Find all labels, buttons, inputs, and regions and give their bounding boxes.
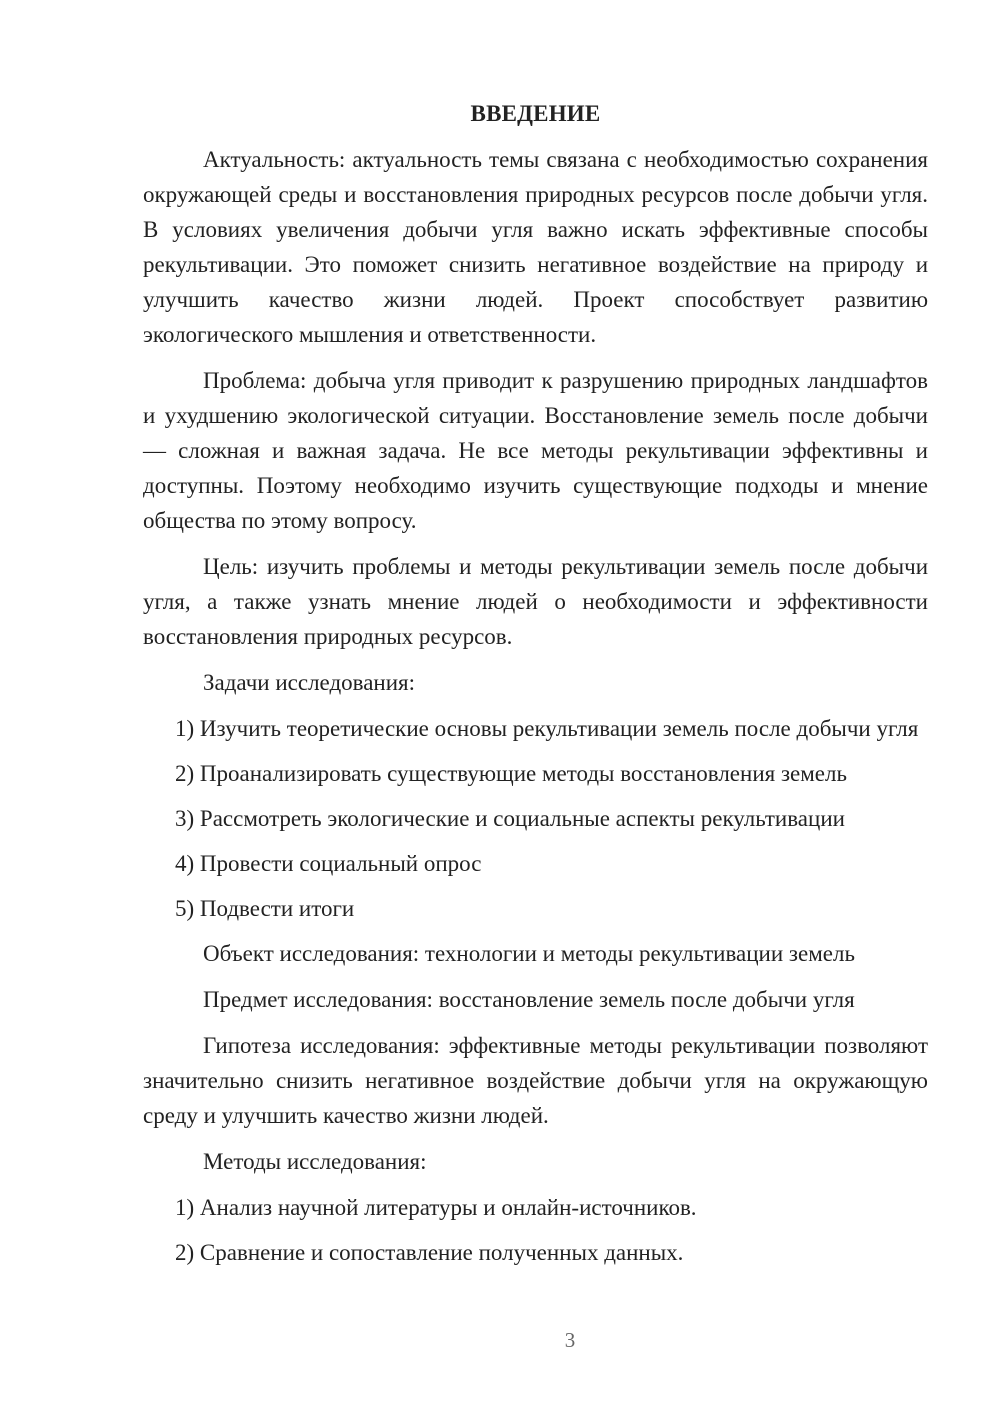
page-content <box>143 96 928 1280</box>
object-paragraph: Объект исследования: технологии и методы рекультивации земель <box>203 941 855 966</box>
method-item: 2) Сравнение и сопоставление полученных данных. <box>175 1240 684 1265</box>
method-item: 1) Анализ научной литературы и онлайн-источников. <box>175 1195 697 1220</box>
page-number: 3 <box>564 1328 576 1352</box>
task-item: 2) Проанализировать существующие методы восстановления земель <box>175 761 847 786</box>
relevance-paragraph: Актуальность: актуальность темы связана с необходимостью сохранения окружающей среды и восстановления природных ресурсов после добычи угля. В условиях увеличения добычи угля важно искать эффективные способы рекультивации. Это поможет снизить негативное воздействие на природу и улучшить качество жизни людей. Проект способствует развитию экологического мышления и ответственности. <box>143 147 928 347</box>
hypothesis-paragraph: Гипотеза исследования: эффективные методы рекультивации позволяют значительно снизить негативное воздействие добычи угля на окружающую среду и улучшить качество жизни людей. <box>143 1033 928 1128</box>
goal-paragraph: Цель: изучить проблемы и методы рекультивации земель после добычи угля, а также узнать мнение людей о необходимости и эффективности восстановления природных ресурсов. <box>143 554 928 649</box>
task-item: 3) Рассмотреть экологические и социальные аспекты рекультивации <box>175 806 845 831</box>
tasks-heading: Задачи исследования: <box>203 670 416 695</box>
subject-paragraph: Предмет исследования: восстановление земель после добычи угля <box>203 987 855 1012</box>
methods-heading: Методы исследования: <box>203 1149 427 1174</box>
problem-paragraph: Проблема: добыча угля приводит к разрушению природных ландшафтов и ухудшению экологической ситуации. Восстановление земель после добычи — сложная и важная задача. Не все методы рекультивации эффективны и доступны. Поэтому необходимо изучить существующие подходы и мнение общества по этому вопросу. <box>143 368 928 533</box>
section-title: ВВЕДЕНИЕ <box>470 101 601 126</box>
task-item: 5) Подвести итоги <box>175 896 355 921</box>
task-item: 1) Изучить теоретические основы рекультивации земель после добычи угля <box>175 716 919 741</box>
task-item: 4) Провести социальный опрос <box>175 851 482 876</box>
